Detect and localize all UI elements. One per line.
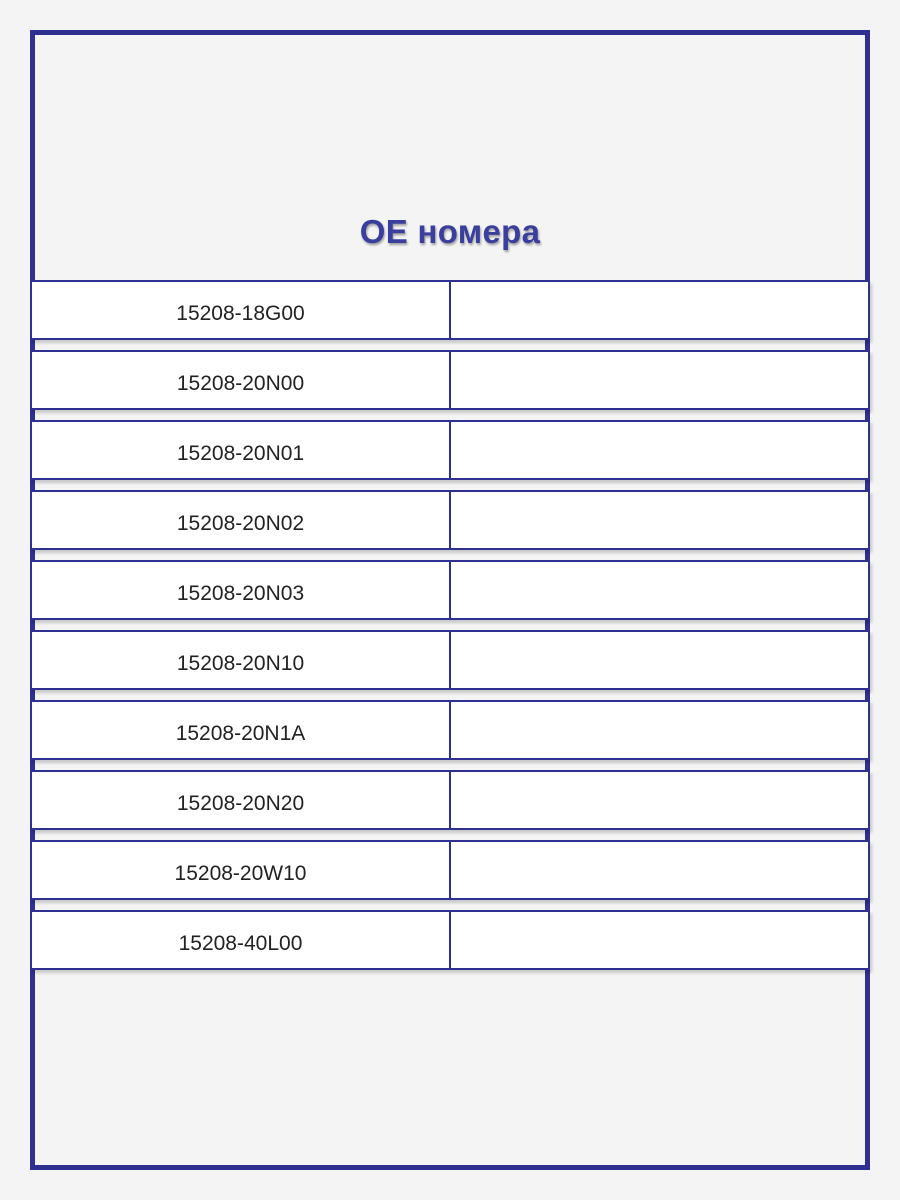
empty-cell	[451, 772, 868, 828]
empty-cell	[451, 842, 868, 898]
table-row	[30, 910, 870, 970]
table-row	[30, 490, 870, 550]
table-row	[30, 630, 870, 690]
page-title: OE номера	[359, 213, 541, 250]
oe-code-cell: 15208-20W10	[32, 842, 451, 898]
empty-cell	[451, 562, 868, 618]
table-row	[30, 420, 870, 480]
oe-code-cell: 15208-40L00	[32, 912, 451, 968]
oe-code-cell: 15208-20N02	[32, 492, 451, 548]
oe-code-cell: 15208-20N1A	[32, 702, 451, 758]
empty-cell	[451, 702, 868, 758]
empty-cell	[451, 492, 868, 548]
empty-cell	[451, 422, 868, 478]
empty-cell	[451, 912, 868, 968]
oe-numbers-table	[30, 280, 870, 980]
empty-cell	[451, 632, 868, 688]
empty-cell	[451, 352, 868, 408]
table-row	[30, 840, 870, 900]
table-row	[30, 560, 870, 620]
oe-code-cell: 15208-20N20	[32, 772, 451, 828]
oe-code-cell: 15208-20N10	[32, 632, 451, 688]
oe-code-cell: 15208-18G00	[32, 282, 451, 338]
table-row	[30, 280, 870, 340]
empty-cell	[451, 282, 868, 338]
table-row	[30, 700, 870, 760]
oe-code-cell: 15208-20N01	[32, 422, 451, 478]
oe-code-cell: 15208-20N00	[32, 352, 451, 408]
table-row	[30, 350, 870, 410]
oe-code-cell: 15208-20N03	[32, 562, 451, 618]
table-row	[30, 770, 870, 830]
